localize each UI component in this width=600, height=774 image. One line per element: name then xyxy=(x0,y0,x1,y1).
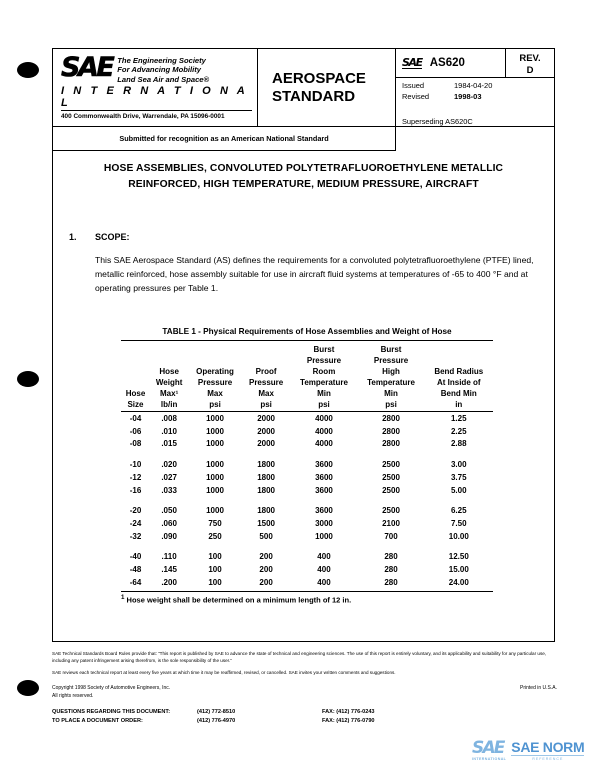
table-row xyxy=(121,576,493,591)
table-cell: 3.00 xyxy=(450,460,467,470)
table-cell: 3000 xyxy=(315,519,333,529)
table-cell: 200 xyxy=(259,565,273,575)
issued-row xyxy=(402,81,554,92)
sae-norm-watermark xyxy=(472,740,584,761)
table-col-header-line: in xyxy=(455,400,463,410)
table-col-header-1 xyxy=(150,341,188,412)
table-cell: -24 xyxy=(129,519,142,529)
copyright-line-2: All rights reserved. xyxy=(52,692,94,699)
table-col-header-5 xyxy=(358,341,425,412)
table-cell: 24.00 xyxy=(448,577,469,587)
scope-heading-text: SCOPE: xyxy=(95,232,130,242)
table-row xyxy=(121,412,493,425)
table-cell: 4000 xyxy=(315,439,333,449)
table-cell: 10.00 xyxy=(448,531,469,541)
sae-logo-icon: SAE xyxy=(61,52,113,83)
table-cell: 200 xyxy=(259,552,273,562)
table-row xyxy=(121,505,493,518)
table-cell: 280 xyxy=(384,577,398,587)
table-header-row xyxy=(121,341,493,412)
requirements-table xyxy=(121,340,493,591)
footnote-marker: 1 xyxy=(121,594,125,602)
sae-norm-logo-icon: SAE xyxy=(472,738,504,758)
document-page-frame xyxy=(52,48,555,642)
table-cell: .145 xyxy=(161,565,177,575)
legal-paragraph-2: SAE reviews each technical report at least every five years at which time it may be reaffirmed, revised, or cancelled. SAE invites your written comments and suggestions. xyxy=(52,670,396,676)
hole-punch-mark-bottom xyxy=(17,680,39,696)
table-col-header-line: Pressure xyxy=(248,378,284,388)
table-cell: 3600 xyxy=(315,485,333,495)
table-cell: 100 xyxy=(208,565,222,575)
table-col-header-line: Weight xyxy=(155,378,183,388)
table-group-spacer xyxy=(121,450,493,458)
sae-logo-block xyxy=(53,49,258,126)
table-cell: 750 xyxy=(208,519,222,529)
contact-phone: (412) 772-8510 xyxy=(197,709,236,715)
table-cell: -04 xyxy=(129,413,142,423)
contact-row-1 xyxy=(52,717,557,726)
document-kind-block xyxy=(258,49,396,126)
revised-value: 1998-03 xyxy=(454,92,482,102)
table-col-header-line: psi xyxy=(209,400,221,410)
table-col-header-line: Temperature xyxy=(367,378,415,388)
table-col-header-line: Bend Radius xyxy=(434,367,484,377)
table-col-header-line: Hose xyxy=(159,367,179,377)
hole-punch-mark-middle xyxy=(17,371,39,387)
table-cell: 1800 xyxy=(257,460,275,470)
table-footnote xyxy=(121,591,493,605)
table-caption: TABLE 1 - Physical Requirements of Hose Assemblies and Weight of Hose xyxy=(162,327,452,336)
table-col-header-line: Min xyxy=(317,389,331,399)
table-col-header-line: At Inside of xyxy=(436,378,481,388)
contact-row-0 xyxy=(52,708,557,717)
table-cell: 1800 xyxy=(257,472,275,482)
table-row xyxy=(121,484,493,497)
scope-heading xyxy=(69,232,130,242)
sae-tagline-line-1: The Engineering Society xyxy=(117,56,206,65)
table-cell: 1000 xyxy=(206,439,224,449)
table-row xyxy=(121,551,493,564)
table-row xyxy=(121,530,493,543)
sae-international-text: I N T E R N A T I O N A L xyxy=(61,85,252,111)
table-cell: -10 xyxy=(129,460,142,470)
table-col-header-line: psi xyxy=(385,400,397,410)
sae-tagline xyxy=(117,55,209,84)
table-cell: 3600 xyxy=(315,506,333,516)
table-cell: 1000 xyxy=(315,531,333,541)
table-col-header-line: Bend Min xyxy=(440,389,477,399)
table-row xyxy=(121,425,493,438)
contact-fax: FAX: (412) 776-0790 xyxy=(322,718,375,725)
document-id-top-row xyxy=(396,49,554,78)
table-row xyxy=(121,458,493,471)
table-col-header-line: Size xyxy=(127,400,144,410)
table-cell: .020 xyxy=(161,460,177,470)
table-cell: .027 xyxy=(161,472,177,482)
table-cell: .050 xyxy=(161,506,177,516)
table-cell: 5.00 xyxy=(450,485,467,495)
table-cell: .110 xyxy=(161,552,177,562)
document-kind-line-1: AEROSPACE xyxy=(272,70,366,88)
table-col-header-line: Temperature xyxy=(300,378,348,388)
revision-label: REV. xyxy=(519,53,541,64)
table-cell: 1000 xyxy=(206,485,224,495)
document-number-cell xyxy=(396,49,506,77)
table-col-header-line: Min xyxy=(384,389,398,399)
table-col-header-0 xyxy=(121,341,150,412)
table-row xyxy=(121,517,493,530)
table-cell: 3600 xyxy=(315,460,333,470)
table-col-header-line: Operating xyxy=(196,367,234,377)
scope-number: 1. xyxy=(69,232,77,242)
table-body xyxy=(121,412,493,592)
scope-paragraph: This SAE Aerospace Standard (AS) defines the requirements for a convoluted polytetrafluoroethylene (PTFE) lined, metallic reinforced, hose assembly suitable for use in aircraft fluid systems at temperatures of -65 to 400 °F and at operating pressures per Table 1. xyxy=(95,255,534,293)
table-cell: 250 xyxy=(208,531,222,541)
page-title xyxy=(53,161,554,193)
revised-label: Revised xyxy=(402,92,430,102)
table-cell: 1000 xyxy=(206,426,224,436)
document-kind-line-2: STANDARD xyxy=(272,87,356,105)
table-cell: 15.00 xyxy=(448,565,469,575)
table-cell: 12.50 xyxy=(448,552,469,562)
requirements-table-wrapper xyxy=(121,327,493,605)
table-cell: 1500 xyxy=(257,519,275,529)
sae-norm-badge-sub: INTERNATIONAL xyxy=(472,757,507,761)
table-cell: 2500 xyxy=(382,506,400,516)
table-cell: -32 xyxy=(129,531,142,541)
table-col-header-line: Pressure xyxy=(373,356,409,366)
table-cell: -06 xyxy=(129,426,142,436)
sae-norm-text-column xyxy=(511,740,584,761)
table-col-header-line: psi xyxy=(260,400,272,410)
table-cell: 7.50 xyxy=(450,519,467,529)
table-cell: 100 xyxy=(208,552,222,562)
issued-label: Issued xyxy=(402,81,425,91)
table-cell: .033 xyxy=(161,485,177,495)
table-col-header-line: Proof xyxy=(255,367,277,377)
contact-label: QUESTIONS REGARDING THIS DOCUMENT: xyxy=(52,709,171,715)
table-col-header-line: lb/in xyxy=(160,400,178,410)
copyright-line-1: Copyright 1998 Society of Automotive Engineers, Inc. xyxy=(52,685,171,691)
table-cell: .008 xyxy=(161,413,177,423)
table-cell: 400 xyxy=(317,577,331,587)
table-cell: 100 xyxy=(208,577,222,587)
table-cell: .200 xyxy=(161,577,177,587)
document-number: AS620 xyxy=(429,57,465,70)
table-col-header-4 xyxy=(290,341,357,412)
footnote-text: Hose weight shall be determined on a minimum length of 12 in. xyxy=(126,595,352,605)
table-col-header-line: Pressure xyxy=(306,356,342,366)
contact-phone: (412) 776-4970 xyxy=(197,718,236,725)
legal-disclaimer xyxy=(52,650,557,676)
table-col-header-line: Room xyxy=(312,367,336,377)
table-cell: -16 xyxy=(129,485,142,495)
table-cell: 1000 xyxy=(206,472,224,482)
table-cell: 2500 xyxy=(382,485,400,495)
table-cell: -08 xyxy=(129,439,142,449)
table-row xyxy=(121,438,493,451)
document-kind xyxy=(272,70,366,105)
table-col-header-line: Pressure xyxy=(197,378,233,388)
legal-paragraph-1: SAE Technical Standards Board Rules provide that: “This report is published by SAE to advance the state of technical and engineering sciences. The use of this report is entirely voluntary, and its applicability and suitability for any particular use, including any patent infringement arising therefrom, is the sole responsibility of the user.” xyxy=(52,651,547,664)
table-cell: 1800 xyxy=(257,506,275,516)
table-cell: .015 xyxy=(161,439,177,449)
document-id-block xyxy=(396,49,554,126)
table-col-header-3 xyxy=(242,341,291,412)
table-cell: -20 xyxy=(129,506,142,516)
table-cell: -64 xyxy=(129,577,142,587)
table-cell: 400 xyxy=(317,552,331,562)
contact-fax: FAX: (412) 776-0243 xyxy=(322,709,375,715)
table-cell: 1000 xyxy=(206,413,224,423)
table-cell: 1800 xyxy=(257,485,275,495)
table-cell: .010 xyxy=(161,426,177,436)
table-col-header-line: psi xyxy=(318,400,330,410)
issued-value: 1984-04-20 xyxy=(454,81,493,91)
contact-label: TO PLACE A DOCUMENT ORDER: xyxy=(52,718,143,725)
table-cell: 4000 xyxy=(315,426,333,436)
page-title-line-2: REINFORCED, HIGH TEMPERATURE, MEDIUM PRESSURE, AIRCRAFT xyxy=(128,178,479,190)
table-col-header-line: Max¹ xyxy=(160,389,179,399)
table-cell: 700 xyxy=(384,531,398,541)
table-cell: 6.25 xyxy=(450,506,467,516)
table-cell: 2.88 xyxy=(450,439,467,449)
table-cell: 400 xyxy=(317,565,331,575)
hole-punch-mark-top xyxy=(17,62,39,78)
sae-norm-text: SAE NORM xyxy=(511,739,585,756)
table-cell: 3600 xyxy=(315,472,333,482)
table-col-header-2 xyxy=(188,341,241,412)
table-cell: 1000 xyxy=(206,506,224,516)
table-col-header-line: Max xyxy=(258,389,274,399)
revision-value: D xyxy=(526,64,534,76)
table-cell: -12 xyxy=(129,472,142,482)
copyright-row xyxy=(52,685,557,700)
sae-norm-subtext: REFERENCE xyxy=(511,755,584,761)
table-cell: 2800 xyxy=(382,413,400,423)
table-cell: 2.25 xyxy=(450,426,467,436)
table-cell: 1000 xyxy=(206,460,224,470)
revision-cell xyxy=(506,49,554,77)
table-cell: 280 xyxy=(384,565,398,575)
table-cell: -40 xyxy=(129,552,142,562)
table-group-spacer xyxy=(121,543,493,551)
table-row xyxy=(121,564,493,577)
table-cell: 280 xyxy=(384,552,398,562)
submitted-note-strip: Submitted for recognition as an American National Standard xyxy=(53,127,396,151)
page-title-line-1: HOSE ASSEMBLIES, CONVOLUTED POLYTETRAFLUOROETHYLENE METALLIC xyxy=(103,163,504,174)
table-cell: 200 xyxy=(259,577,273,587)
table-cell: 2800 xyxy=(382,426,400,436)
table-cell: -48 xyxy=(129,565,142,575)
document-dates-cell xyxy=(396,78,554,126)
sae-small-logo-icon: SAE xyxy=(402,56,422,70)
printed-in-note: Printed in U.S.A. xyxy=(520,685,557,691)
superseding-note: Superseding AS620C xyxy=(402,117,473,126)
table-cell: 2500 xyxy=(382,472,400,482)
table-col-header-line: Burst xyxy=(313,345,335,354)
table-col-header-6 xyxy=(425,341,493,412)
sae-address: 400 Commonwealth Drive, Warrendale, PA 15096-0001 xyxy=(61,112,225,120)
table-head xyxy=(121,341,493,412)
table-cell: 1.25 xyxy=(450,413,467,423)
sae-tagline-line-3: Land Sea Air and Space® xyxy=(117,74,210,84)
table-cell: 2000 xyxy=(257,439,275,449)
sae-wordmark xyxy=(61,52,252,84)
sae-tagline-line-2: For Advancing Mobility xyxy=(117,65,201,75)
copyright-block xyxy=(52,685,170,700)
contact-block xyxy=(52,708,557,726)
table-col-header-line: Burst xyxy=(380,345,402,354)
table-col-header-line: High xyxy=(382,367,400,377)
table-row xyxy=(121,471,493,484)
revised-row xyxy=(402,92,554,103)
table-cell: 2800 xyxy=(382,439,400,449)
table-group-spacer xyxy=(121,497,493,505)
table-cell: 2000 xyxy=(257,413,275,423)
table-cell: .090 xyxy=(161,531,177,541)
table-cell: 4000 xyxy=(315,413,333,423)
sae-norm-badge-column xyxy=(472,740,506,761)
table-cell: 2100 xyxy=(382,519,400,529)
table-cell: 2000 xyxy=(257,426,275,436)
table-cell: 500 xyxy=(259,531,273,541)
table-cell: 2500 xyxy=(382,460,400,470)
document-header xyxy=(53,49,554,127)
table-cell: .060 xyxy=(161,519,177,529)
table-col-header-line: Max xyxy=(207,389,223,399)
table-col-header-line: Hose xyxy=(125,389,146,399)
table-cell: 3.75 xyxy=(450,472,467,482)
